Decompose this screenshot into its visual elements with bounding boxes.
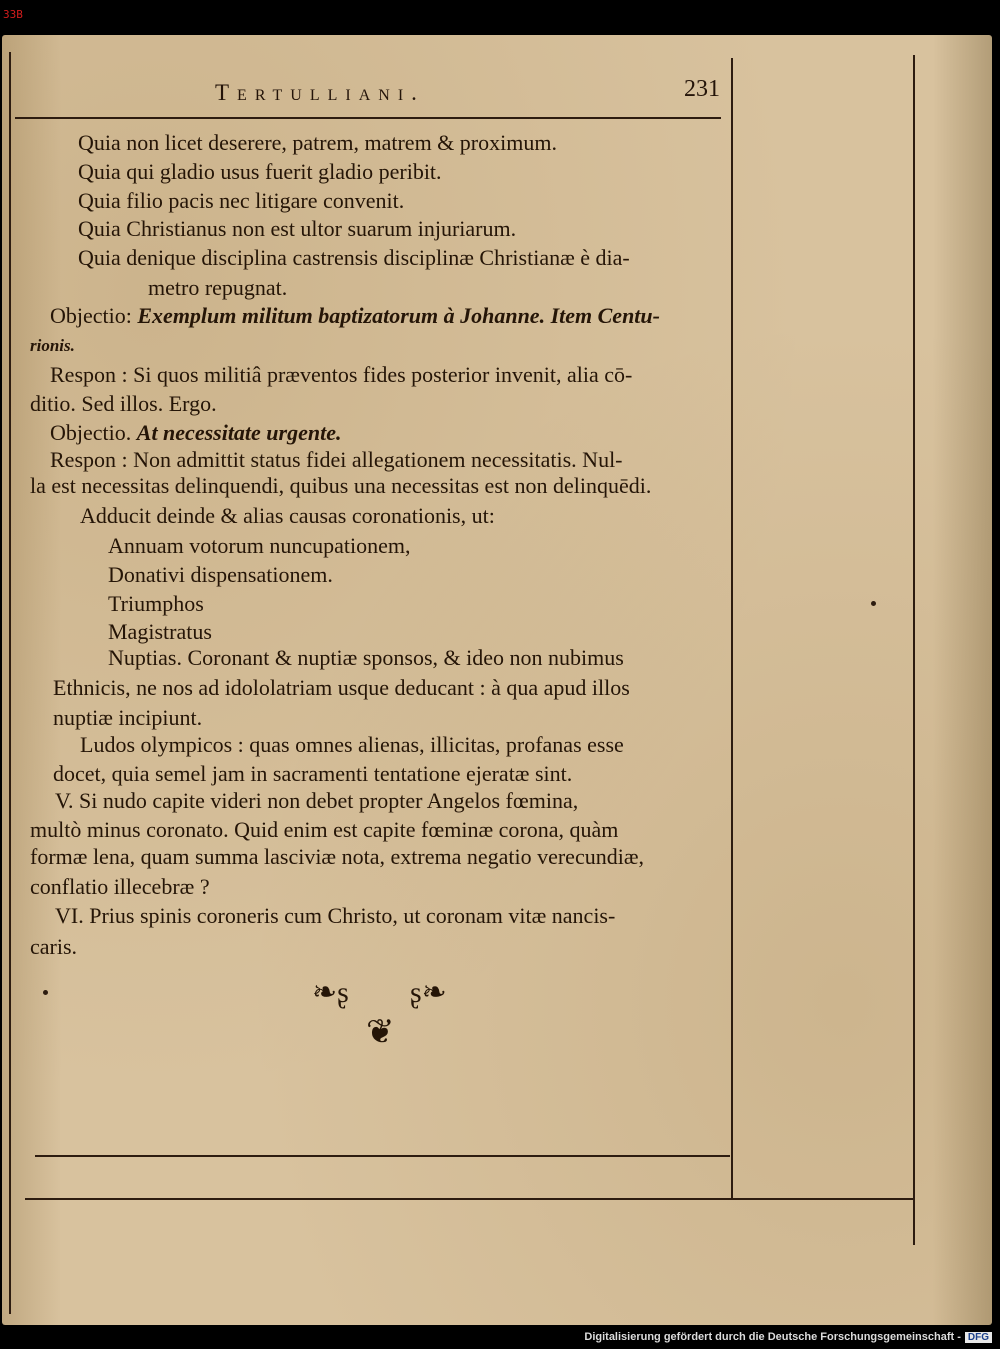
text-line: Ludos olympicos : quas omnes alienas, illicitas, profanas esse xyxy=(80,732,624,757)
text-line: Nuptias. Coronant & nuptiæ sponsos, & ideo non nubimus xyxy=(108,645,624,670)
ornament-right-icon: ʂ❧ xyxy=(410,976,447,1009)
text-line: Quia denique disciplina castrensis disciplinæ Christianæ è dia- xyxy=(78,245,630,270)
frame-line-inner-right xyxy=(731,58,733,1198)
text-line: Annuam votorum nuncupationem, xyxy=(108,533,411,558)
text-line: docet, quia semel jam in sacramenti tentatione ejeratæ sint. xyxy=(53,761,573,786)
text-line xyxy=(50,303,660,329)
frame-line-left xyxy=(9,52,11,1314)
ornament-bottom-icon: ❦ xyxy=(366,1014,395,1051)
text-line: ditio. Sed illos. Ergo. xyxy=(30,391,217,416)
objectio-italic: Exemplum militum baptizatorum à Johanne. Item Centu- xyxy=(137,303,660,328)
text-line: Adducit deinde & alias causas coronationis, ut: xyxy=(80,503,495,528)
text-line: Quia Christianus non est ultor suarum injuriarum. xyxy=(78,216,517,241)
ink-speck xyxy=(871,601,876,606)
text-line: Triumphos xyxy=(108,591,204,616)
footer-credit xyxy=(584,1331,992,1343)
text-line: multò minus coronato. Quid enim est capite fœminæ corona, quàm xyxy=(30,817,619,842)
text-line: VI. Prius spinis coroneris cum Christo, ut coronam vitæ nancis- xyxy=(55,903,616,928)
text-line: conflatio illecebræ ? xyxy=(30,874,210,899)
running-head: Tertulliani. xyxy=(215,80,425,105)
text-line: formæ lena, quam summa lasciviæ nota, extrema negatio verecundiæ, xyxy=(30,844,644,869)
text-line: Ethnicis, ne nos ad idololatriam usque deducant : à qua apud illos xyxy=(53,675,630,700)
text-line: Magistratus xyxy=(108,619,212,644)
text-line: Respon : Non admittit status fidei allegationem necessitatis. Nul- xyxy=(50,447,623,472)
footer-credit-text: Digitalisierung gefördert durch die Deutsche Forschungsgemeinschaft - xyxy=(584,1331,961,1343)
objectio-label: Objectio. xyxy=(50,420,132,445)
text-line: Quia filio pacis nec litigare convenit. xyxy=(78,188,405,213)
text-line: Quia qui gladio usus fuerit gladio peribit. xyxy=(78,159,442,184)
header-rule xyxy=(15,117,721,119)
text-line: nuptiæ incipiunt. xyxy=(53,705,203,730)
text-line: la est necessitas delinquendi, quibus una necessitas est non delinquēdi. xyxy=(30,473,652,498)
ornament-left-icon: ❧ʂ xyxy=(312,976,349,1009)
dfg-logo: DFG xyxy=(965,1332,992,1343)
objectio-italic: At necessitate urgente. xyxy=(136,420,342,445)
bottom-rule-outer xyxy=(25,1198,913,1200)
bottom-rule-inner xyxy=(35,1155,730,1157)
frame-line-outer-right xyxy=(913,55,915,1245)
text-line: caris. xyxy=(30,934,78,959)
text-line: V. Si nudo capite videri non debet propter Angelos fœmina, xyxy=(55,788,579,813)
text-line-italic: rionis. xyxy=(30,336,75,355)
page-number: 231 xyxy=(684,76,720,102)
text-line: Respon : Si quos militiâ præventos fides posterior invenit, alia cō- xyxy=(50,362,633,387)
text-line xyxy=(50,420,341,446)
text-line: Donativi dispensationem. xyxy=(108,562,333,587)
text-line: metro repugnat. xyxy=(148,275,288,300)
text-line: Quia non licet deserere, patrem, matrem & proximum. xyxy=(78,130,557,155)
corner-mark: 33B xyxy=(3,8,23,21)
objectio-label: Objectio: xyxy=(50,303,132,328)
ink-speck xyxy=(43,990,48,995)
